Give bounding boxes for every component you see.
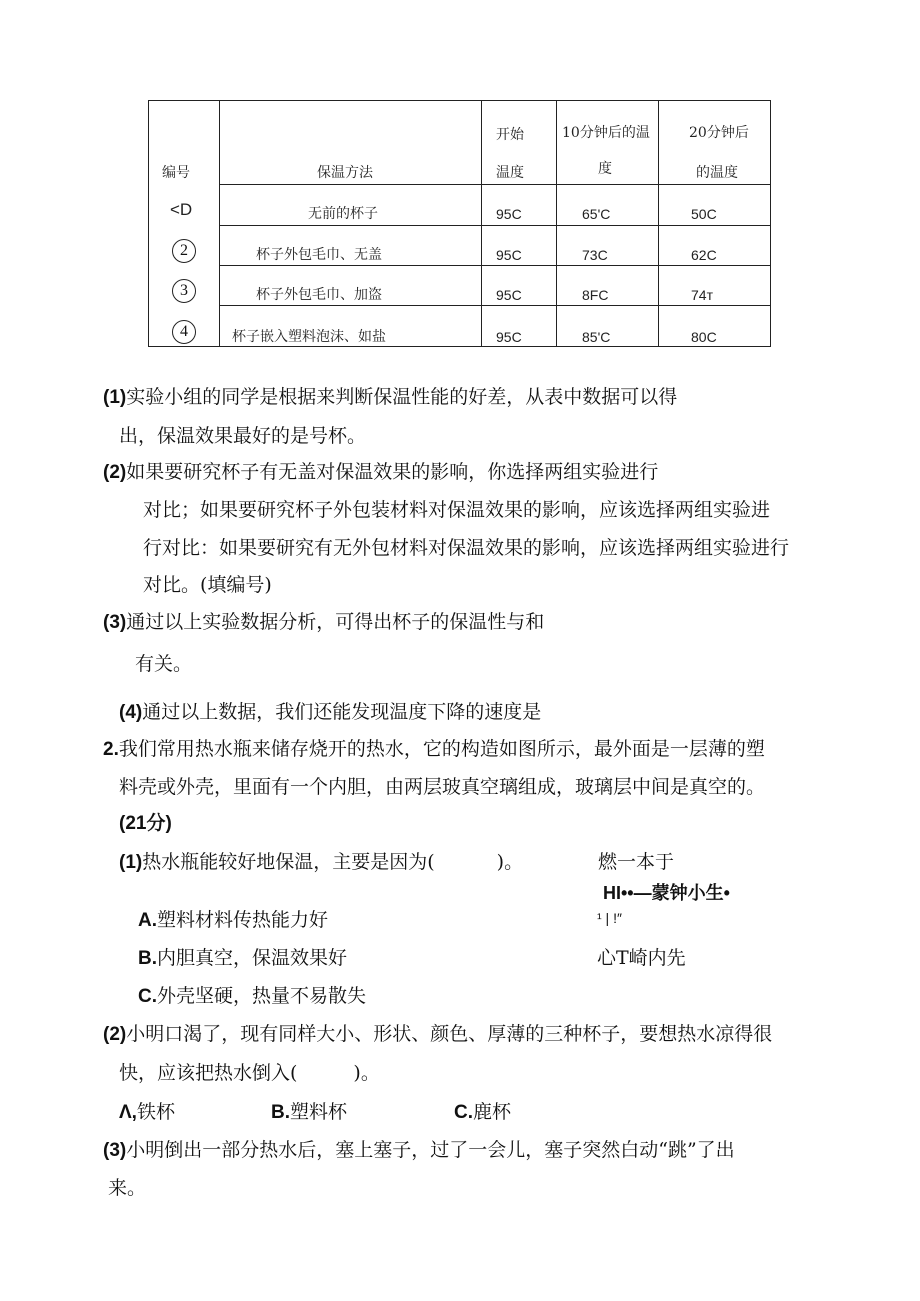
header-10min-line2: 度 <box>598 161 612 177</box>
row-20min-temp: 50C <box>691 206 717 222</box>
question-number: (3) <box>103 612 127 633</box>
option-c[interactable] <box>454 1100 511 1125</box>
row-10min-temp: 8FC <box>582 287 609 303</box>
option-a[interactable] <box>138 908 328 933</box>
table-border-bottom <box>148 346 771 347</box>
row-start-temp: 95C <box>496 287 522 303</box>
row-10min-temp: 85'C <box>582 329 611 345</box>
temperature-table <box>148 100 771 347</box>
row-10min-temp: 65'C <box>582 206 611 222</box>
row-id-circled: 2 <box>172 239 196 263</box>
option-a[interactable] <box>119 1100 175 1125</box>
row-20min-temp: 62C <box>691 247 717 263</box>
option-text: 鹿杯 <box>473 1101 512 1123</box>
problem-2-line1 <box>103 737 765 762</box>
option-text: 铁杯 <box>136 1101 175 1123</box>
question-1-line1 <box>103 385 677 410</box>
row-id: <D <box>170 200 193 219</box>
table-col-divider <box>219 100 220 347</box>
question-number: (1) <box>119 852 143 873</box>
header-id: 编号 <box>162 165 190 181</box>
question-text: 快，应该把热水倒入( <box>119 1062 298 1084</box>
figure-label-1: 燃一本于 <box>598 851 675 873</box>
option-label: C. <box>138 986 157 1007</box>
option-label: B. <box>271 1102 290 1123</box>
table-border-left <box>148 100 149 347</box>
question-text: 实验小组的同学是根据来判断保温性能的好差，从表中数据可以得 <box>126 386 678 408</box>
row-start-temp: 95C <box>496 206 522 222</box>
question-text: 如果要研究杯子有无盖对保温效果的影响，你选择两组实验进行 <box>126 461 659 483</box>
header-method: 保温方法 <box>317 165 373 181</box>
option-label: C. <box>454 1102 473 1123</box>
subquestion-2-line2 <box>119 1061 380 1085</box>
header-start-line1: 开始 <box>496 127 524 143</box>
question-2-line1 <box>103 460 658 485</box>
row-method: 杯子外包毛巾、无盖 <box>256 247 382 263</box>
question-text: 热水瓶能较好地保温，主要是因为( <box>142 851 435 873</box>
row-20min-temp: 80C <box>691 329 717 345</box>
row-id-circled: 3 <box>172 279 196 303</box>
question-4-line1 <box>119 700 541 725</box>
table-col-divider <box>658 100 659 347</box>
row-id-circled: 4 <box>172 320 196 344</box>
option-text: 外壳坚硬，热量不易散失 <box>157 985 367 1007</box>
question-number: (2) <box>103 1024 127 1045</box>
option-label: Λ, <box>119 1102 137 1123</box>
subquestion-3-line2: 来。 <box>108 1177 147 1199</box>
option-text: 内胆真空，保温效果好 <box>157 947 348 969</box>
subquestion-2-line1 <box>103 1022 772 1047</box>
question-number: (4) <box>119 702 143 723</box>
header-10min-line1: 10分钟后的温 <box>562 125 650 141</box>
row-10min-temp: 73C <box>582 247 608 263</box>
figure-label-2: HI••—蒙钟小生• <box>603 883 730 903</box>
question-2-line2: 对比；如果要研究杯子外包装材料对保温效果的影响，应该选择两组实验进 <box>143 499 771 521</box>
question-number: (1) <box>103 387 127 408</box>
option-label: B. <box>138 948 157 969</box>
option-c[interactable] <box>138 984 366 1009</box>
table-row-divider <box>219 305 771 306</box>
table-border-right <box>770 100 771 347</box>
question-number: (2) <box>103 462 127 483</box>
question-text: 小明倒出一部分热水后，塞上塞子，过了一会儿，塞子突然白动“跳”了出 <box>126 1139 735 1161</box>
question-text: 通过以上实验数据分析，可得出杯子的保温性与和 <box>126 611 545 633</box>
subquestion-3-line1 <box>103 1138 735 1163</box>
row-20min-temp: 74т <box>691 287 713 303</box>
row-start-temp: 95C <box>496 247 522 263</box>
table-row-divider <box>219 265 771 266</box>
problem-2-score: (21分) <box>119 813 172 834</box>
problem-text: 我们常用热水瓶来储存烧开的热水，它的构造如图所示，最外面是一层薄的塑 <box>118 738 765 760</box>
table-row-divider <box>219 184 771 185</box>
option-text: 塑料材料传热能力好 <box>157 909 329 931</box>
question-text-close: )。 <box>496 851 524 873</box>
option-text: 塑料杯 <box>290 1101 348 1123</box>
table-col-divider <box>556 100 557 347</box>
question-text: 通过以上数据，我们还能发现温度下降的速度是 <box>142 701 542 723</box>
question-2-line3: 行对比：如果要研究有无外包材料对保温效果的影响，应该选择两组实验进行 <box>143 537 790 559</box>
row-method: 杯子嵌入塑料泡沫、如盐 <box>232 329 386 345</box>
question-3-line1 <box>103 610 544 635</box>
question-number: (3) <box>103 1140 127 1161</box>
row-method: 杯子外包毛巾、加盗 <box>256 287 382 303</box>
option-b[interactable] <box>138 946 347 971</box>
row-start-temp: 95C <box>496 329 522 345</box>
figure-label-3: ¹ | !″ <box>597 910 622 926</box>
problem-2-line2: 料壳或外壳，里面有一个内胆，由两层玻真空璃组成，玻璃层中间是真空的。 <box>119 776 766 798</box>
subquestion-1 <box>119 850 523 875</box>
question-3-line2: 有关。 <box>135 653 193 675</box>
problem-number: 2. <box>103 739 119 760</box>
question-1-line2: 出，保温效果最好的是号杯。 <box>119 425 367 447</box>
option-label: A. <box>138 910 157 931</box>
table-row-divider <box>219 225 771 226</box>
figure-label-4: 心T崎内先 <box>597 947 686 969</box>
question-text: 小明口渴了，现有同样大小、形状、颜色、厚薄的三种杯子，要想热水凉得很 <box>126 1023 773 1045</box>
header-20min-line1: 20分钟后 <box>689 125 749 141</box>
option-b[interactable] <box>271 1100 347 1125</box>
question-text-close: )。 <box>353 1062 380 1084</box>
header-20min-line2: 的温度 <box>696 165 738 181</box>
question-2-line4: 对比。(填编号) <box>143 574 272 596</box>
table-col-divider <box>481 100 482 347</box>
row-method: 无前的杯子 <box>308 206 378 222</box>
table-border-top <box>148 100 771 101</box>
header-start-line2: 温度 <box>496 165 524 181</box>
